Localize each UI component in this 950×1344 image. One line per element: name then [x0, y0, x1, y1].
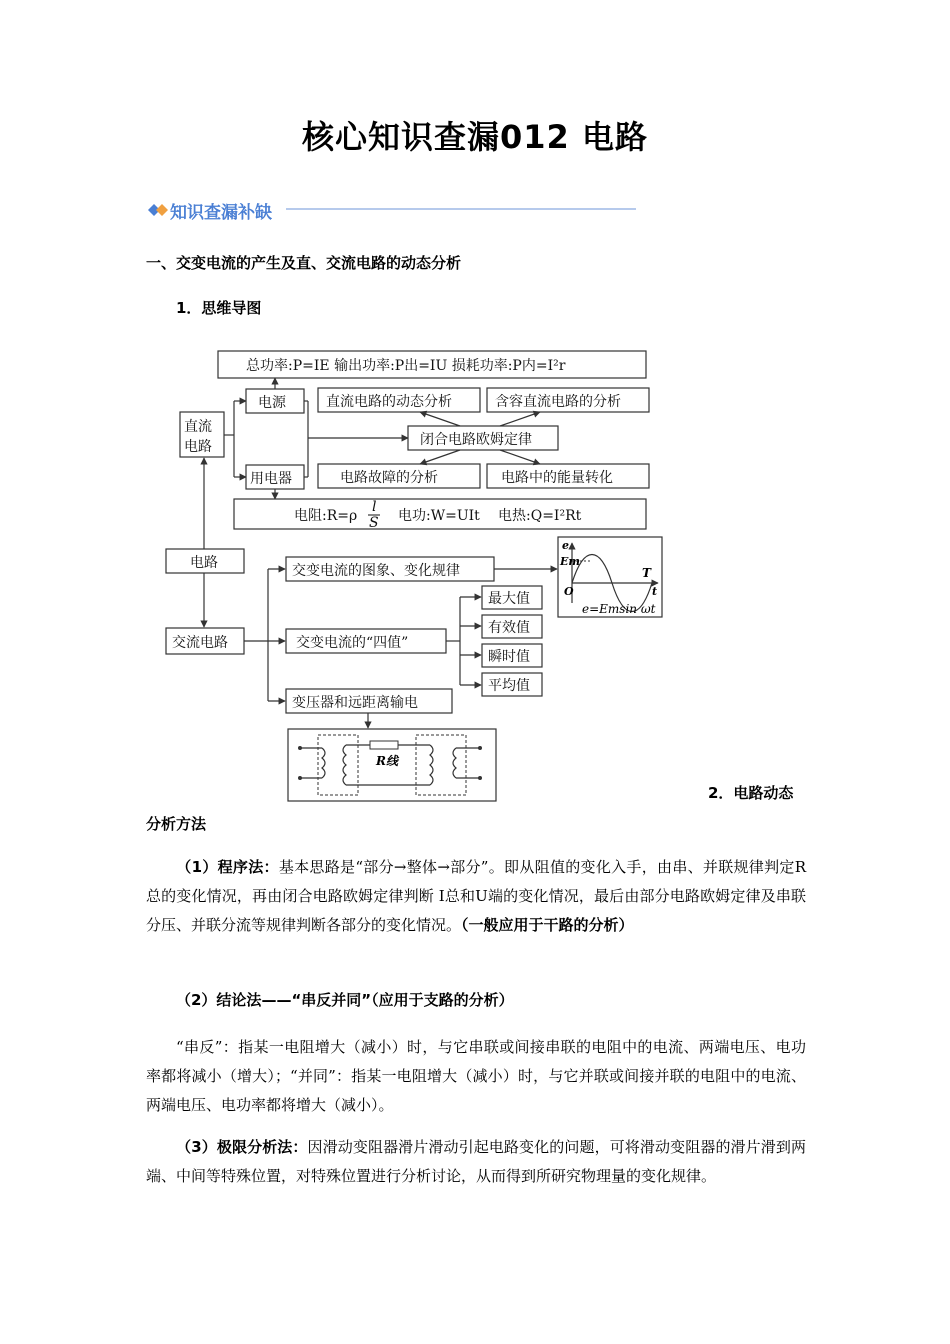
paragraph-series-parallel [146, 1033, 806, 1120]
closed-ohm-text: 闭合电路欧姆定律 [420, 432, 532, 448]
inst-text: 瞬时值 [488, 649, 530, 665]
section-heading: 一、交变电流的产生及直、交流电路的动态分析 [146, 254, 462, 272]
graph-e: e [562, 539, 569, 552]
max-text: 最大值 [488, 591, 530, 607]
diamond-icon-2 [156, 204, 168, 216]
energy-text: 电路中的能量转化 [501, 470, 613, 486]
res-num: l [372, 499, 377, 515]
graph-t-period: T [642, 566, 651, 580]
paragraph-limit-method [146, 1133, 806, 1191]
dc-dynamic-text: 直流电路的动态分析 [326, 394, 452, 410]
subsection-heading-2a: 2．电路动态 [708, 784, 794, 802]
mind-map-diagram [160, 345, 670, 807]
graph-o: O [564, 585, 574, 598]
limit-method-label: （3）极限分析法： [176, 1138, 308, 1156]
rms-text: 有效值 [488, 620, 530, 636]
dc-line1: 直流 [184, 419, 212, 435]
paragraph-conclusion-method [146, 986, 806, 1015]
subsection-heading-2b: 分析方法 [146, 815, 207, 833]
graph-em: Em [560, 555, 581, 568]
transformer-text: 变压器和远距离输电 [292, 695, 418, 711]
circuit-text: 电路 [190, 555, 218, 571]
banner-label: 知识查漏补缺 [170, 203, 272, 223]
section-banner [146, 198, 636, 222]
ac-circuit-text: 交流电路 [172, 635, 228, 651]
subsection-heading: 1．思维导图 [176, 299, 262, 317]
limit-method-body: 因滑动变阻器滑片滑动引起电路变化的问题，可将滑动变阻器的滑片滑到两端、中间等特殊位置，对特殊位置进行分析讨论，从而得到所研究物理量的变化规律。 [146, 1138, 806, 1185]
graph-formula: e=Emsin ωt [582, 602, 656, 616]
heat-label: 电热:Q=I²Rt [498, 508, 582, 524]
res-label: 电阻:R=ρ [294, 508, 358, 524]
series-parallel-text: “串反”：指某一电阻增大（减小）时，与它串联或间接串联的电阻中的电流、两端电压、电功率都将减小（增大）；“并同”：指某一电阻增大（减小）时，与它并联或间接并联的电阻中的电流、两端电压、电功率都将增大（减小）。 [146, 1038, 806, 1114]
page-title: 核心知识查漏012 电路 [302, 118, 648, 156]
program-method-label: （1）程序法： [176, 858, 279, 876]
ac-graph-text: 交变电流的图象、变化规律 [292, 563, 460, 579]
source-text: 电源 [258, 395, 286, 411]
work-label: 电功:W=UIt [398, 508, 480, 524]
cap-circuit-text: 含容直流电路的分析 [495, 394, 621, 410]
appliance-text: 用电器 [250, 471, 292, 487]
power-formulas-text: 总功率:P=IE 输出功率:P出=IU 损耗功率:P内=I²r [246, 358, 566, 374]
avg-text: 平均值 [488, 678, 530, 694]
paragraph-program-method [146, 853, 806, 940]
fault-text: 电路故障的分析 [340, 470, 438, 486]
r-line-label: R线 [376, 754, 398, 768]
dc-line2: 电路 [184, 439, 212, 455]
program-method-tail: （一般应用于干路的分析） [461, 916, 634, 934]
res-den: S [369, 515, 379, 531]
conclusion-method-text: （2）结论法——“串反并同”（应用于支路的分析） [176, 991, 514, 1009]
graph-t: t [652, 585, 658, 598]
program-method-body: 基本思路是“部分→整体→部分”。即从阻值的变化入手，由串、并联规律判定R总的变化情况，再由闭合电路欧姆定律判断 I总和U端的变化情况，最后由部分电路欧姆定律及串联分压、并联分流等规律判断各部分的变化情况。 [146, 858, 806, 934]
ac-four-text: 交变电流的“四值” [296, 635, 409, 651]
